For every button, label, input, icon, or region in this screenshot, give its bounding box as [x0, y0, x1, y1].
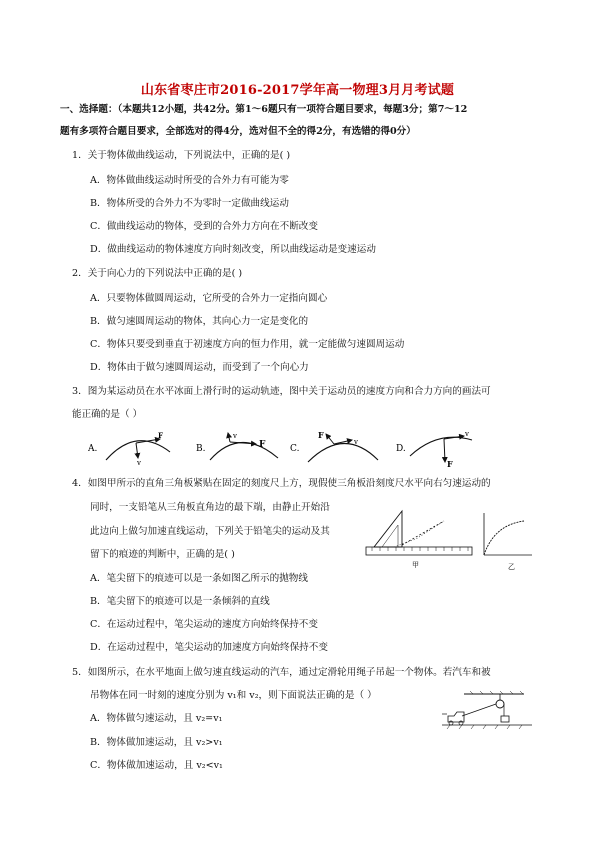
car-wheel-rear-icon — [449, 721, 453, 725]
q3-trajectory-figures — [88, 430, 528, 468]
q3-option-a-label: A. — [88, 444, 98, 454]
q1-option-b: B．物体所受的合外力不为零时一定做曲线运动 — [90, 198, 289, 209]
q3-stem-line1: 3．图为某运动员在水平冰面上滑行时的运动轨迹，图中关于运动员的速度方向和合力方向的画法可 — [72, 386, 491, 397]
q4-stem-line4: 留下的痕迹的判断中，正确的是( ) — [90, 549, 235, 560]
fig-jia-label: 甲 — [412, 561, 419, 569]
q2-option-c: C．物体只要受到垂直于初速度方向的恒力作用，就一定能做匀速圆周运动 — [90, 339, 405, 350]
q3-c-force-arrow — [326, 434, 334, 444]
q4-stem-line2: 同时，一支铅笔从三角板直角边的最下端，由静止开始沿 — [90, 502, 330, 513]
q1-option-a: A．物体做曲线运动时所受的合外力有可能为零 — [90, 175, 289, 186]
q5-stem-line1: 5．如图所示，在水平地面上做匀速直线运动的汽车，通过定滑轮用绳子吊起一个物体。若汽车和被 — [72, 667, 491, 678]
q3-c-trajectory — [308, 443, 378, 462]
q4-option-a: A．笔尖留下的痕迹可以是一条如图乙所示的抛物线 — [90, 573, 308, 584]
q1-stem: 1．关于物体做曲线运动，下列说法中，正确的是( ) — [72, 150, 291, 161]
q2-option-b: B．做匀速圆周运动的物体，其向心力一定是变化的 — [90, 316, 309, 327]
q4-figure-yi — [484, 513, 532, 571]
exam-title: 山东省枣庄市2016-2017学年高一物理3月月考试题 — [140, 83, 455, 98]
q4-option-b: B．笔尖留下的痕迹可以是一条倾斜的直线 — [90, 596, 270, 607]
car-wheel-front-icon — [459, 721, 463, 725]
section-instructions-line2: 题有多项符合题目要求，全部选对的得4分，选对但不全的得2分，有选错的得0分） — [60, 126, 416, 137]
q4-figure-jia — [366, 511, 472, 569]
q3-b-trajectory — [210, 442, 278, 460]
car-icon — [448, 712, 464, 722]
q3-figure-b — [196, 432, 278, 460]
hanging-object — [501, 716, 509, 722]
fig-yi-label: 乙 — [508, 563, 515, 571]
q5-option-c: C．物体做加速运动，且 v₂<v₁ — [90, 760, 223, 771]
yi-curve — [484, 521, 524, 555]
q3-b-velocity-label: v — [233, 432, 237, 440]
q3-d-force-label: F — [447, 459, 453, 468]
ground-hatch — [447, 725, 522, 729]
q3-a-force-label: F — [158, 431, 163, 440]
q3-d-force-arrow — [444, 439, 445, 462]
q3-option-d-label: D. — [396, 444, 406, 454]
pulley-icon — [496, 700, 504, 708]
q5-option-a: A．物体做匀速运动，且 v₂=v₁ — [90, 713, 223, 724]
q4-stem-line3: 此边向上做匀加速直线运动，下列关于铅笔尖的运动及其 — [90, 526, 330, 537]
q3-b-force-label: F — [259, 440, 266, 450]
q3-b-velocity-arrow — [228, 433, 230, 442]
q4-figure — [364, 505, 534, 575]
ruler — [366, 547, 472, 555]
q1-option-d: D．做曲线运动的物体速度方向时刻改变，所以曲线运动是变速运动 — [90, 244, 376, 255]
pencil-trace — [402, 521, 444, 545]
q3-d-velocity-label: v — [465, 430, 469, 438]
q3-a-velocity-arrow — [136, 443, 138, 458]
q3-a-velocity-label: v — [137, 459, 141, 467]
q3-figure-d — [396, 430, 472, 468]
q5-stem-line2: 吊物体在同一时刻的速度分别为 v₁和 v₂，则下面说法正确的是（ ） — [90, 690, 377, 701]
q3-figure-c — [290, 430, 378, 462]
q3-option-b-label: B. — [196, 444, 206, 454]
q3-figure-a — [88, 431, 170, 467]
q3-stem-line2: 能正确的是（ ） — [72, 409, 143, 420]
ruler-ticks — [372, 547, 468, 551]
q3-d-trajectory — [410, 437, 472, 456]
q2-option-d: D．物体由于做匀速圆周运动，而受到了一个向心力 — [90, 362, 309, 373]
q3-option-c-label: C. — [290, 444, 300, 454]
q5-option-b: B．物体做加速运动，且 v₂>v₁ — [90, 737, 223, 748]
section-instructions-line1: 一、选择题：（本题共12小题，共42分。第1～6题只有一项符合题目要求，每题3分；第7～12 — [60, 104, 468, 115]
q2-option-a: A．只要物体做圆周运动，它所受的合外力一定指向圆心 — [90, 293, 328, 304]
q1-option-c: C．做曲线运动的物体，受到的合外力方向在不断改变 — [90, 221, 318, 232]
q2-stem: 2．关于向心力的下列说法中正确的是( ) — [72, 268, 243, 279]
q4-option-d: D．在运动过程中，笔尖运动的加速度方向始终保持不变 — [90, 642, 328, 653]
pencil-path — [394, 521, 444, 547]
q4-option-c: C．在运动过程中，笔尖运动的速度方向始终保持不变 — [90, 619, 318, 630]
triangle-inner — [382, 525, 398, 547]
q3-c-force-label: F — [318, 430, 324, 440]
rope-to-car — [462, 704, 496, 716]
q4-stem-line1: 4．如图甲所示的直角三角板紧贴在固定的刻度尺上方，现假使三角板沿刻度尺水平向右匀速运动的 — [72, 478, 491, 489]
q5-figure — [440, 690, 534, 732]
q3-c-velocity-label: v — [354, 438, 358, 446]
